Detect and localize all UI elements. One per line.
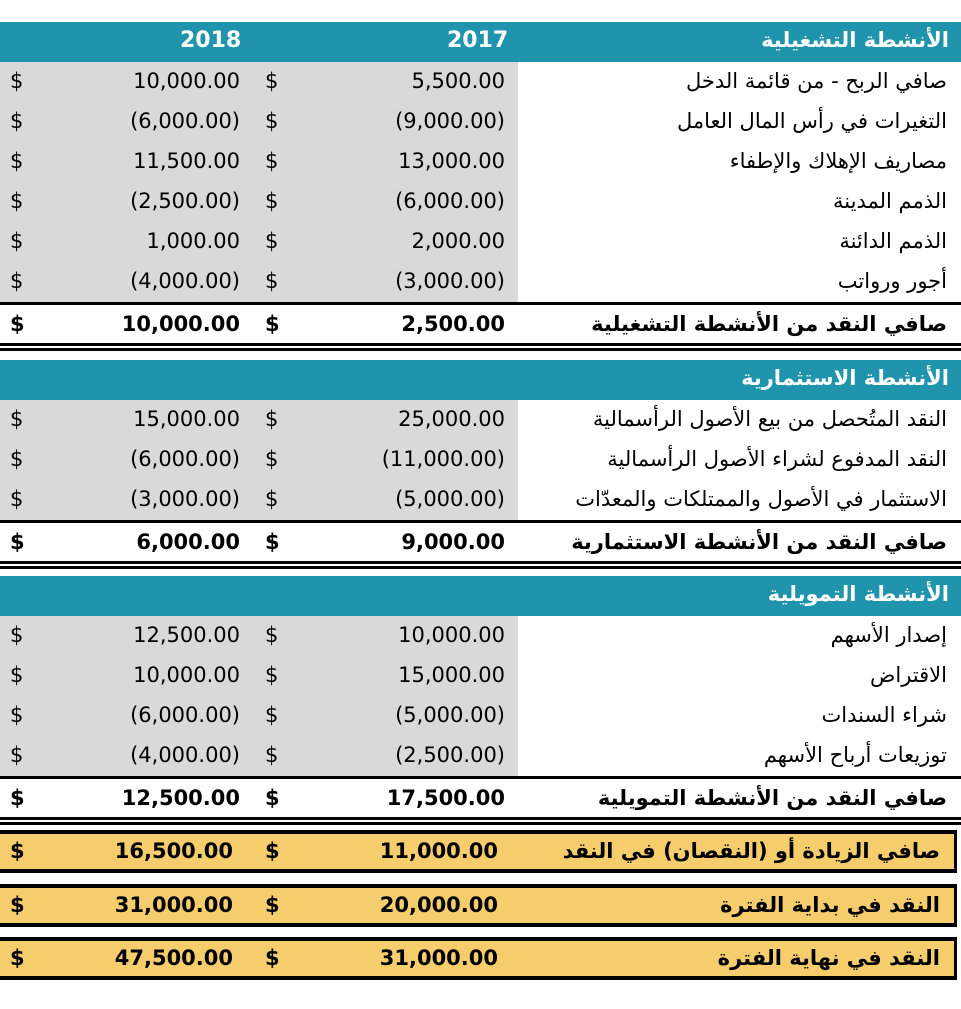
investing-row[interactable] [0,440,961,480]
currency-2018: $ [10,149,24,173]
currency-2018: $ [10,743,24,767]
row-label: صافي الربح - من قائمة الدخل [685,69,947,93]
currency-2017: $ [265,786,280,810]
operating-row[interactable] [0,102,961,142]
value-2018: 11,500.00 [133,149,240,173]
operating-title: الأنشطة التشغيلية [761,28,949,52]
currency-2017: $ [265,269,279,293]
value-2017: (2,500.00) [395,743,505,767]
value-2017: 11,000.00 [379,839,498,863]
value-2017: 15,000.00 [398,663,505,687]
value-2018: 10,000.00 [133,663,240,687]
row-label: إصدار الأسهم [830,623,947,647]
financing-section-header [0,576,961,616]
value-2018: 1,000.00 [146,229,240,253]
currency-2017: $ [265,839,280,863]
value-2017: (5,000.00) [395,487,505,511]
value-2017: 10,000.00 [398,623,505,647]
operating-section-header [0,22,961,62]
currency-2017: $ [265,312,280,336]
currency-2017: $ [265,407,279,431]
row-label: النقد في نهاية الفترة [717,946,940,970]
value-2018: 12,500.00 [121,786,240,810]
currency-2018: $ [10,269,24,293]
currency-2018: $ [10,839,25,863]
investing-section-header [0,360,961,400]
operating-row[interactable] [0,182,961,222]
currency-2017: $ [265,229,279,253]
value-2018: (6,000.00) [130,447,240,471]
row-label: أجور ورواتب [837,269,947,293]
currency-2017: $ [265,447,279,471]
currency-2018: $ [10,530,25,554]
value-2018: 12,500.00 [133,623,240,647]
value-2018: 47,500.00 [114,946,233,970]
currency-2017: $ [265,149,279,173]
double-underline [0,343,961,351]
currency-2018: $ [10,69,24,93]
value-2017: 17,500.00 [386,786,505,810]
currency-2017: $ [265,663,279,687]
value-2018: 31,000.00 [114,893,233,917]
row-label: التغيرات في رأس المال العامل [676,109,947,133]
currency-2018: $ [10,946,25,970]
currency-2018: $ [10,312,25,336]
summary-row[interactable] [0,937,957,980]
currency-2017: $ [265,703,279,727]
value-2017: 13,000.00 [398,149,505,173]
currency-2017: $ [265,109,279,133]
investing-row[interactable] [0,480,961,520]
value-2017: 2,500.00 [401,312,505,336]
value-2017: 2,000.00 [411,229,505,253]
year-2017-header: 2017 [447,28,509,53]
value-2018: 15,000.00 [133,407,240,431]
value-2017: 9,000.00 [401,530,505,554]
value-2017: (3,000.00) [395,269,505,293]
value-2017: (5,000.00) [395,703,505,727]
currency-2017: $ [265,743,279,767]
value-2018: (4,000.00) [130,269,240,293]
summary-row[interactable] [0,884,957,927]
row-label: الاستثمار في الأصول والممتلكات والمعدّات [575,487,947,511]
row-label: توزيعات أرباح الأسهم [763,743,947,767]
summary-row[interactable] [0,830,957,873]
value-2017: 20,000.00 [379,893,498,917]
value-2018: 10,000.00 [121,312,240,336]
financing-row[interactable] [0,696,961,736]
row-label: النقد المدفوع لشراء الأصول الرأسمالية [607,447,947,471]
value-2018: (4,000.00) [130,743,240,767]
value-2017: 31,000.00 [379,946,498,970]
operating-total-row[interactable] [0,302,961,342]
value-2018: (3,000.00) [130,487,240,511]
operating-row[interactable] [0,142,961,182]
currency-2017: $ [265,623,279,647]
currency-2018: $ [10,487,24,511]
row-label: صافي النقد من الأنشطة التشغيلية [591,312,947,336]
currency-2017: $ [265,69,279,93]
double-underline [0,817,961,825]
currency-2017: $ [265,530,280,554]
currency-2018: $ [10,407,24,431]
value-2017: 25,000.00 [398,407,505,431]
row-label: الذمم المدينة [833,189,947,213]
value-2018: 6,000.00 [136,530,240,554]
row-label: مصاريف الإهلاك والإطفاء [729,149,947,173]
value-2017: 5,500.00 [411,69,505,93]
row-label: النقد المتُحصل من بيع الأصول الرأسمالية [592,407,947,431]
currency-2018: $ [10,786,25,810]
currency-2017: $ [265,946,280,970]
currency-2018: $ [10,663,24,687]
currency-2018: $ [10,623,24,647]
financing-row[interactable] [0,736,961,776]
investing-row[interactable] [0,400,961,440]
currency-2017: $ [265,893,280,917]
currency-2018: $ [10,229,24,253]
operating-row[interactable] [0,62,961,102]
value-2018: 16,500.00 [114,839,233,863]
currency-2017: $ [265,189,279,213]
currency-2018: $ [10,189,24,213]
operating-row[interactable] [0,222,961,262]
currency-2018: $ [10,893,25,917]
currency-2018: $ [10,109,24,133]
row-label: صافي الزيادة أو (النقصان) في النقد [562,839,940,863]
value-2018: (6,000.00) [130,109,240,133]
currency-2018: $ [10,703,24,727]
value-2017: (6,000.00) [395,189,505,213]
value-2017: (9,000.00) [395,109,505,133]
double-underline [0,561,961,569]
financing-row[interactable] [0,616,961,656]
row-label: شراء السندات [821,703,947,727]
year-2018-header: 2018 [180,28,242,53]
financing-row[interactable] [0,656,961,696]
value-2017: (11,000.00) [381,447,505,471]
value-2018: 10,000.00 [133,69,240,93]
row-label: صافي النقد من الأنشطة الاستثمارية [571,530,947,554]
investing-title: الأنشطة الاستثمارية [741,366,949,390]
financing-title: الأنشطة التمويلية [767,582,949,606]
value-2018: (2,500.00) [130,189,240,213]
row-label: صافي النقد من الأنشطة التمويلية [597,786,947,810]
operating-row[interactable] [0,262,961,302]
row-label: الذمم الدائنة [839,229,947,253]
financing-total-row[interactable] [0,776,961,816]
row-label: النقد في بداية الفترة [720,893,940,917]
row-label: الاقتراض [870,663,947,687]
currency-2017: $ [265,487,279,511]
value-2018: (6,000.00) [130,703,240,727]
currency-2018: $ [10,447,24,471]
investing-total-row[interactable] [0,520,961,560]
